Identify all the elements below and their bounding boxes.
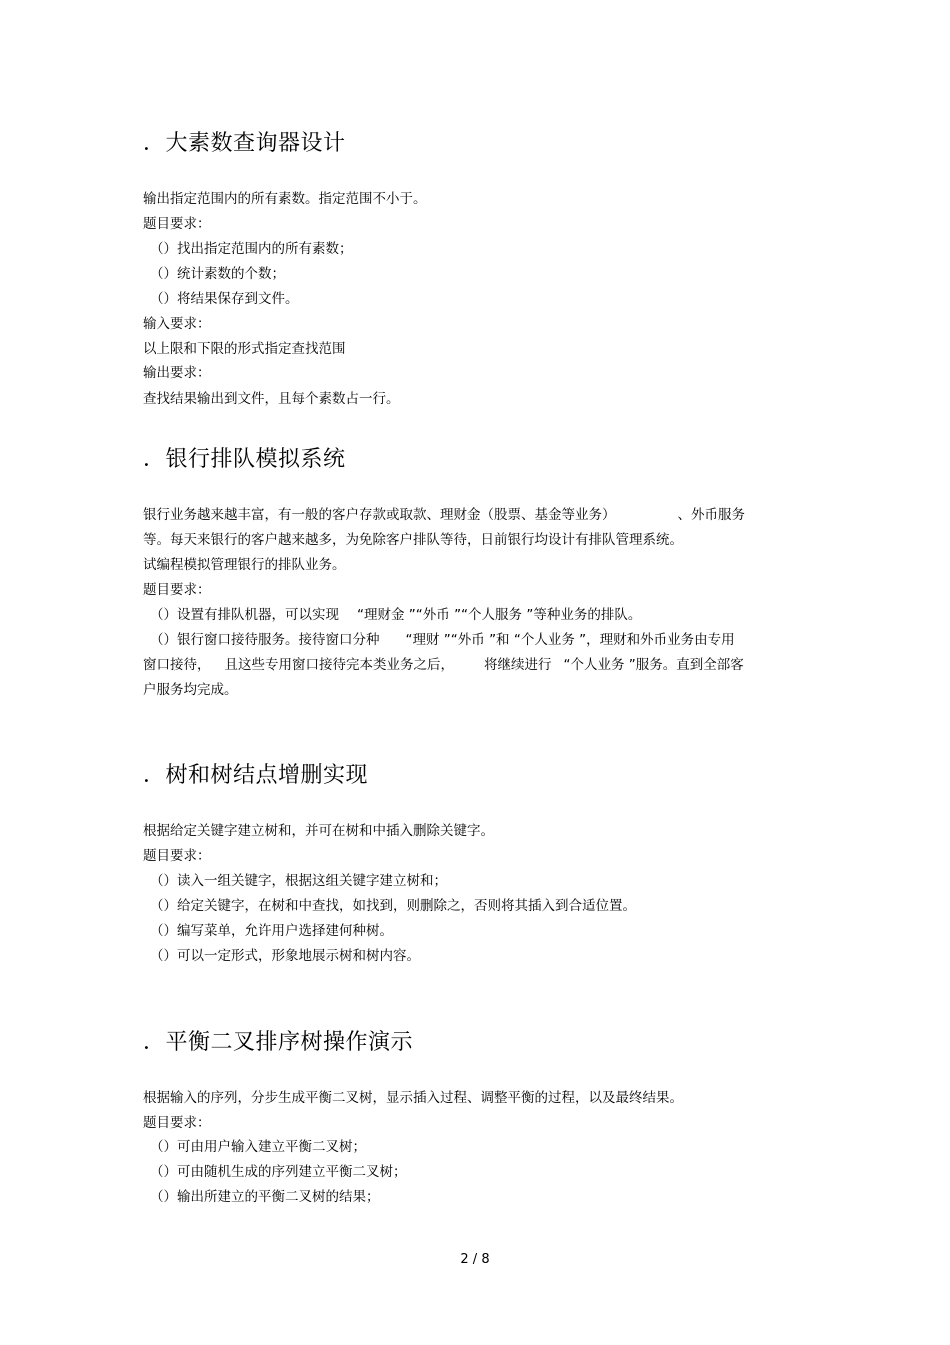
section-3-line: 根据给定关键字建立树和，并可在树和中插入删除关键字。 (143, 823, 494, 839)
section-3-line: 题目要求： (143, 848, 211, 864)
section-2-text: 银行业务越来越丰富，有一般的客户存款或取款、理财金（股票、基金等业务） (143, 507, 616, 523)
section-4-line: 题目要求： (143, 1115, 211, 1131)
section-1-line: 题目要求： (143, 216, 211, 232)
section-4-requirement: （）可由随机生成的序列建立平衡二叉树； (150, 1164, 407, 1180)
section-1-line: 查找结果输出到文件，且每个素数占一行。 (143, 391, 400, 407)
section-1-line: 输出要求： (143, 365, 211, 381)
section-2-text: 窗口接待， (143, 657, 211, 673)
section-2-heading: ．银行排队模拟系统 (143, 447, 346, 472)
section-3-requirement: （）编写菜单，允许用户选择建何种树。 (150, 923, 393, 939)
section-1-heading: ．大素数查询器设计 (143, 131, 346, 156)
section-2-requirement (150, 606, 641, 624)
section-1-line: 以上限和下限的形式指定查找范围 (143, 341, 346, 357)
section-3-requirement: （）可以一定形式，形象地展示树和树内容。 (150, 948, 420, 964)
section-1-requirement: （）将结果保存到文件。 (150, 291, 299, 307)
section-2-text: （）银行窗口接待服务。接待窗口分种 (150, 632, 380, 648)
section-2-line (143, 506, 745, 524)
section-3-requirement: （）读入一组关键字，根据这组关键字建立树和； (150, 873, 447, 889)
section-2-requirement (150, 631, 735, 649)
section-3-heading: ．树和树结点增删实现 (143, 763, 369, 788)
section-2-line: 户服务均完成。 (143, 682, 238, 698)
section-2-text: （）设置有排队机器，可以实现 (150, 607, 339, 623)
section-2-text: “个人业务 ”服务。直到全部客 (563, 657, 744, 673)
section-2-line: 题目要求： (143, 582, 211, 598)
section-4-line: 根据输入的序列，分步生成平衡二叉树，显示插入过程、调整平衡的过程，以及最终结果。 (143, 1090, 683, 1106)
section-1-line: 输入要求： (143, 316, 211, 332)
section-1-line: 输出指定范围内的所有素数。指定范围不小于。 (143, 191, 427, 207)
section-1-requirement: （）统计素数的个数； (150, 266, 285, 282)
section-4-requirement: （）可由用户输入建立平衡二叉树； (150, 1139, 366, 1155)
section-1-requirement: （）找出指定范围内的所有素数； (150, 241, 353, 257)
section-3-requirement: （）给定关键字，在树和中查找，如找到，则删除之，否则将其插入到合适位置。 (150, 898, 636, 914)
section-2-text: 将继续进行 (484, 657, 552, 673)
section-2-line: 等。每天来银行的客户越来越多，为免除客户排队等待，日前银行均设计有排队管理系统。 (143, 532, 683, 548)
section-2-line (143, 656, 744, 674)
section-2-text: “理财 ”“外币 ”和 “个人业务 ”，理财和外币业务由专用 (405, 632, 735, 648)
section-4-heading: ．平衡二叉排序树操作演示 (143, 1030, 414, 1055)
section-2-line: 试编程模拟管理银行的排队业务。 (143, 557, 346, 573)
section-2-text: 、外币服务 (677, 507, 745, 523)
section-2-text: “理财金 ”“外币 ”“个人服务 ”等种业务的排队。 (357, 607, 642, 623)
section-4-requirement: （）输出所建立的平衡二叉树的结果； (150, 1189, 380, 1205)
page-number: 2 / 8 (460, 1252, 490, 1267)
section-2-text: 且这些专用窗口接待完本类业务之后， (224, 657, 454, 673)
